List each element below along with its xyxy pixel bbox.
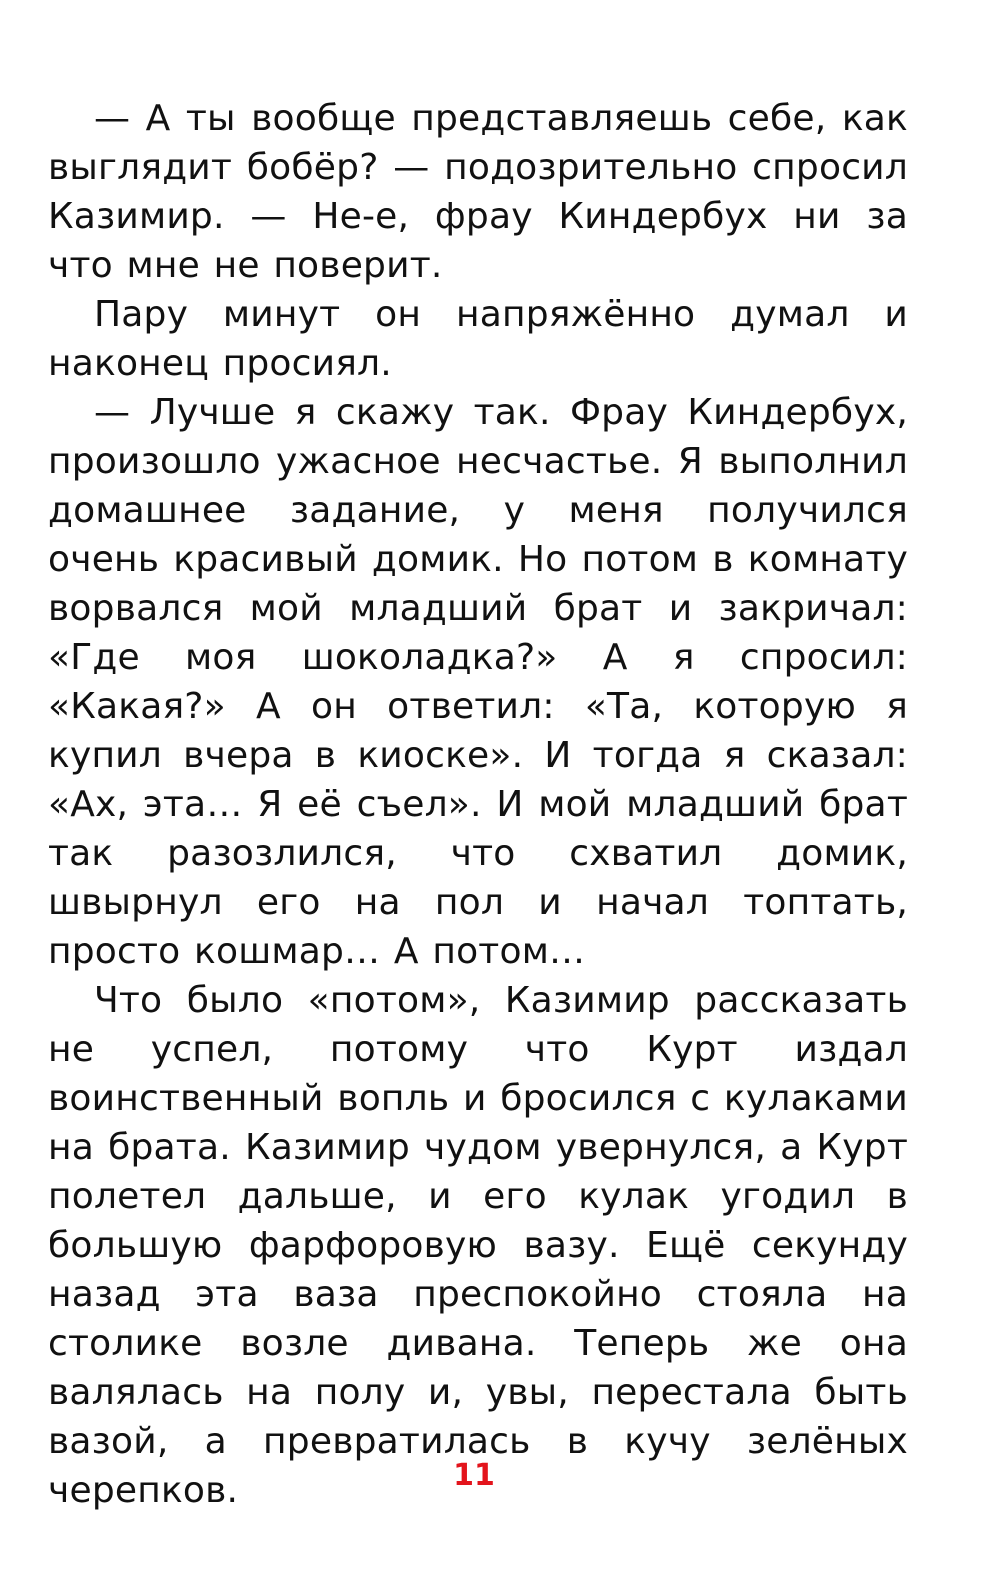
paragraph-2: Пару минут он напряжённо думал и наконец просиял.: [48, 294, 908, 384]
page-number: 11: [453, 1458, 495, 1493]
paragraph-1: — А ты вообще представляешь себе, как выглядит бобёр? — подозрительно спросил Казимир. — Не-е, фрау Киндербух ни за что мне не поверит.: [48, 98, 908, 286]
paragraph-3: — Лучше я скажу так. Фрау Киндербух, произошло ужасное несчастье. Я выполнил домашнее задание, у меня получился очень красивый домик. Но потом в комнату ворвался мой младший брат и закричал: «Где моя шоколадка?» А я спросил: «Какая?» А он ответил: «Та, которую я купил вчера в киоске». И тогда я сказал: «Ах, эта… Я её съел». И мой младший брат так разозлился, что схватил домик, швырнул его на пол и начал топтать, просто кошмар… А потом…: [48, 392, 908, 972]
paragraph-4: Что было «потом», Казимир рассказать не успел, потому что Курт издал воинственный вопль и бросился с кулаками на брата. Казимир чудом увернулся, а Курт полетел дальше, и его кулак угодил в большую фарфоровую вазу. Ещё секунду назад эта ваза преспокойно стояла на столике возле дивана. Теперь же она валялась на полу и, увы, перестала быть вазой, а превратилась в кучу зелёных черепков.: [48, 980, 908, 1511]
page-text: [48, 94, 908, 1515]
